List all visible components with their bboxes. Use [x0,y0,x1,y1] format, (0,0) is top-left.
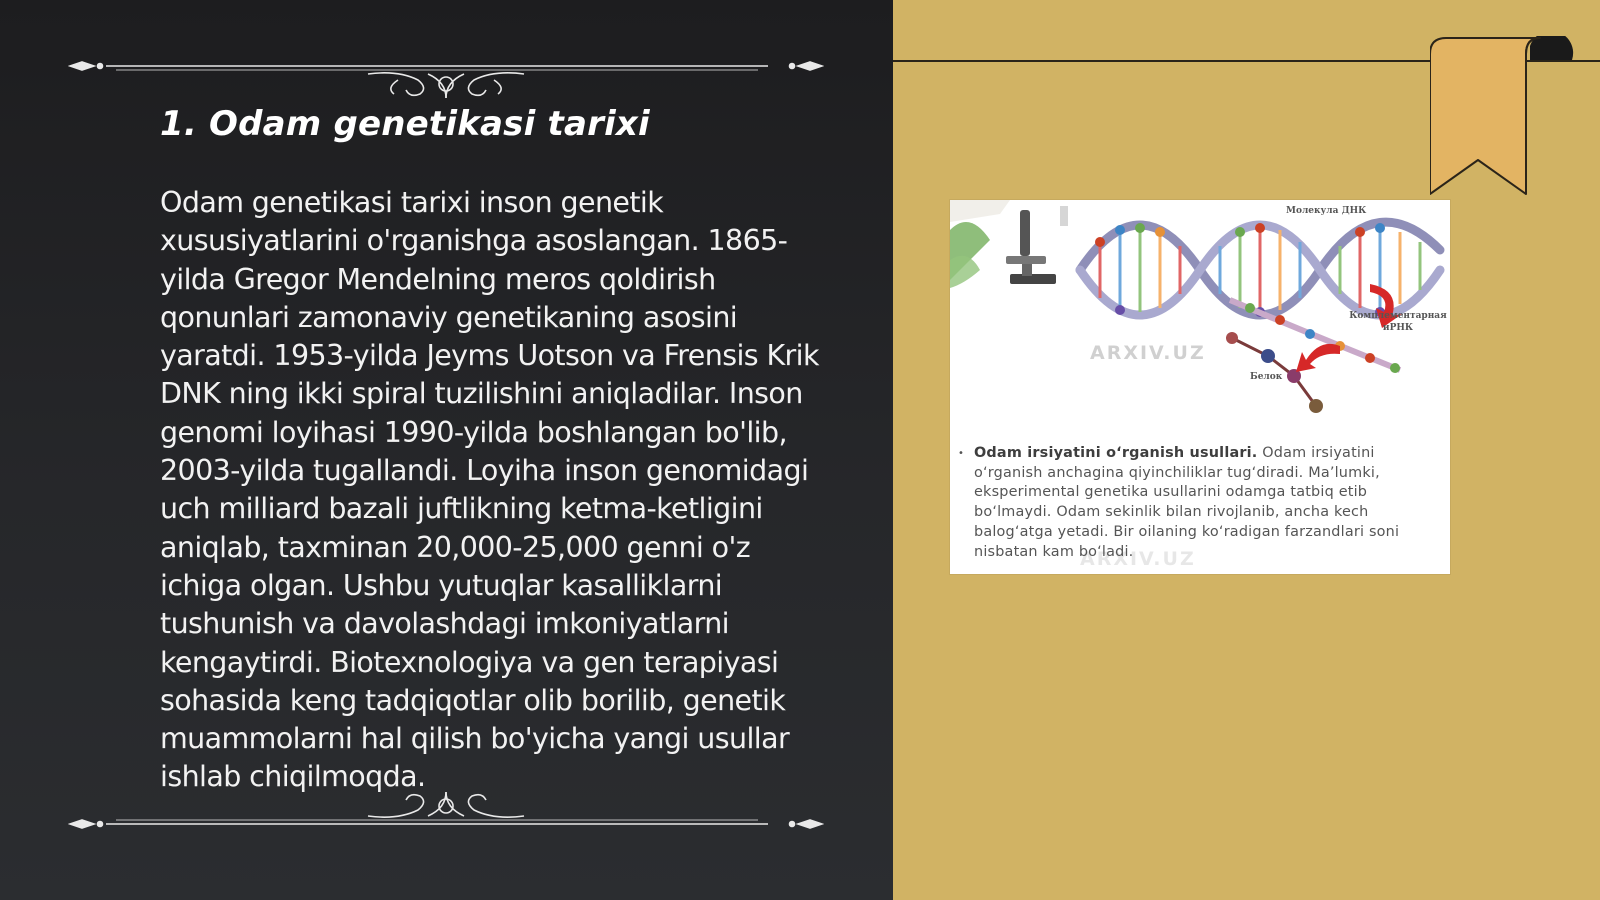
figure-caption-block [958,444,1442,562]
figure-caption-heading: Odam irsiyatini o‘rganish usullari. [974,445,1258,461]
figure-caption-text: Odam irsiyatini o‘rganish anchagina qiyinchiliklar tug‘diradi. Ma’lumki, eksperimental genetika usullarini odamga tatbiq etib bo‘lmaydi. Odam sekinlik bilan rivojlanib, ancha kech balog‘atga yetadi. Bir oilaning ko‘radigan farzandlari soni nisbatan kam bo‘ladi. [974,445,1400,560]
watermark-text-lower: ARXIV.UZ [1080,548,1196,570]
mrna-label: Комплементарная иРНК [1349,311,1447,333]
slide-body-text: Odam genetikasi tarixi inson genetik xususiyatlarini o'rganishga asoslangan. 1865-yilda Gregor Mendelning meros qoldirish qonunlari zamonaviy genetikaning asosini yaratdi. 1953-yilda Jeyms Uotson va Frensis Krik DNK ning ikki spiral tuzilishini aniqladilar. Inson genomi loyihasi 1990-yilda boshlangan bo'lib, 2003-yilda tugallandi. Loyiha inson genomidagi uch milliard bazali juftlikning ketma-ketligini aniqlab, taxminan 20,000-25,000 genni o'z ichiga olgan. Ushbu yutuqlar kasalliklarni tushunish va davolashdagi imkoniyatlarni kengaytirdi. Biotexnologiya va gen terapiyasi sohasida keng tadqiqotlar olib borilib, genetik muammolarni hal qilish bo'yicha yangi usullar ishlab chiqilmoqda. [160,186,819,794]
watermark-text: ARXIV.UZ [1090,342,1206,364]
slide-title: 1. Odam genetikasi tarixi [160,104,650,144]
dna-molecule-label: Молекула ДНК [1286,206,1367,216]
scroll-divider-ornament-top [68,40,824,100]
figure-caption-paragraph [974,444,1442,562]
bullet-marker: • [958,448,964,459]
scroll-divider-ornament-bottom [68,780,824,840]
bookmark-ribbon-icon [1430,36,1580,201]
microscope-icon [950,200,1068,288]
dna-figure-card [950,200,1450,574]
protein-label: Белок [1250,372,1283,382]
